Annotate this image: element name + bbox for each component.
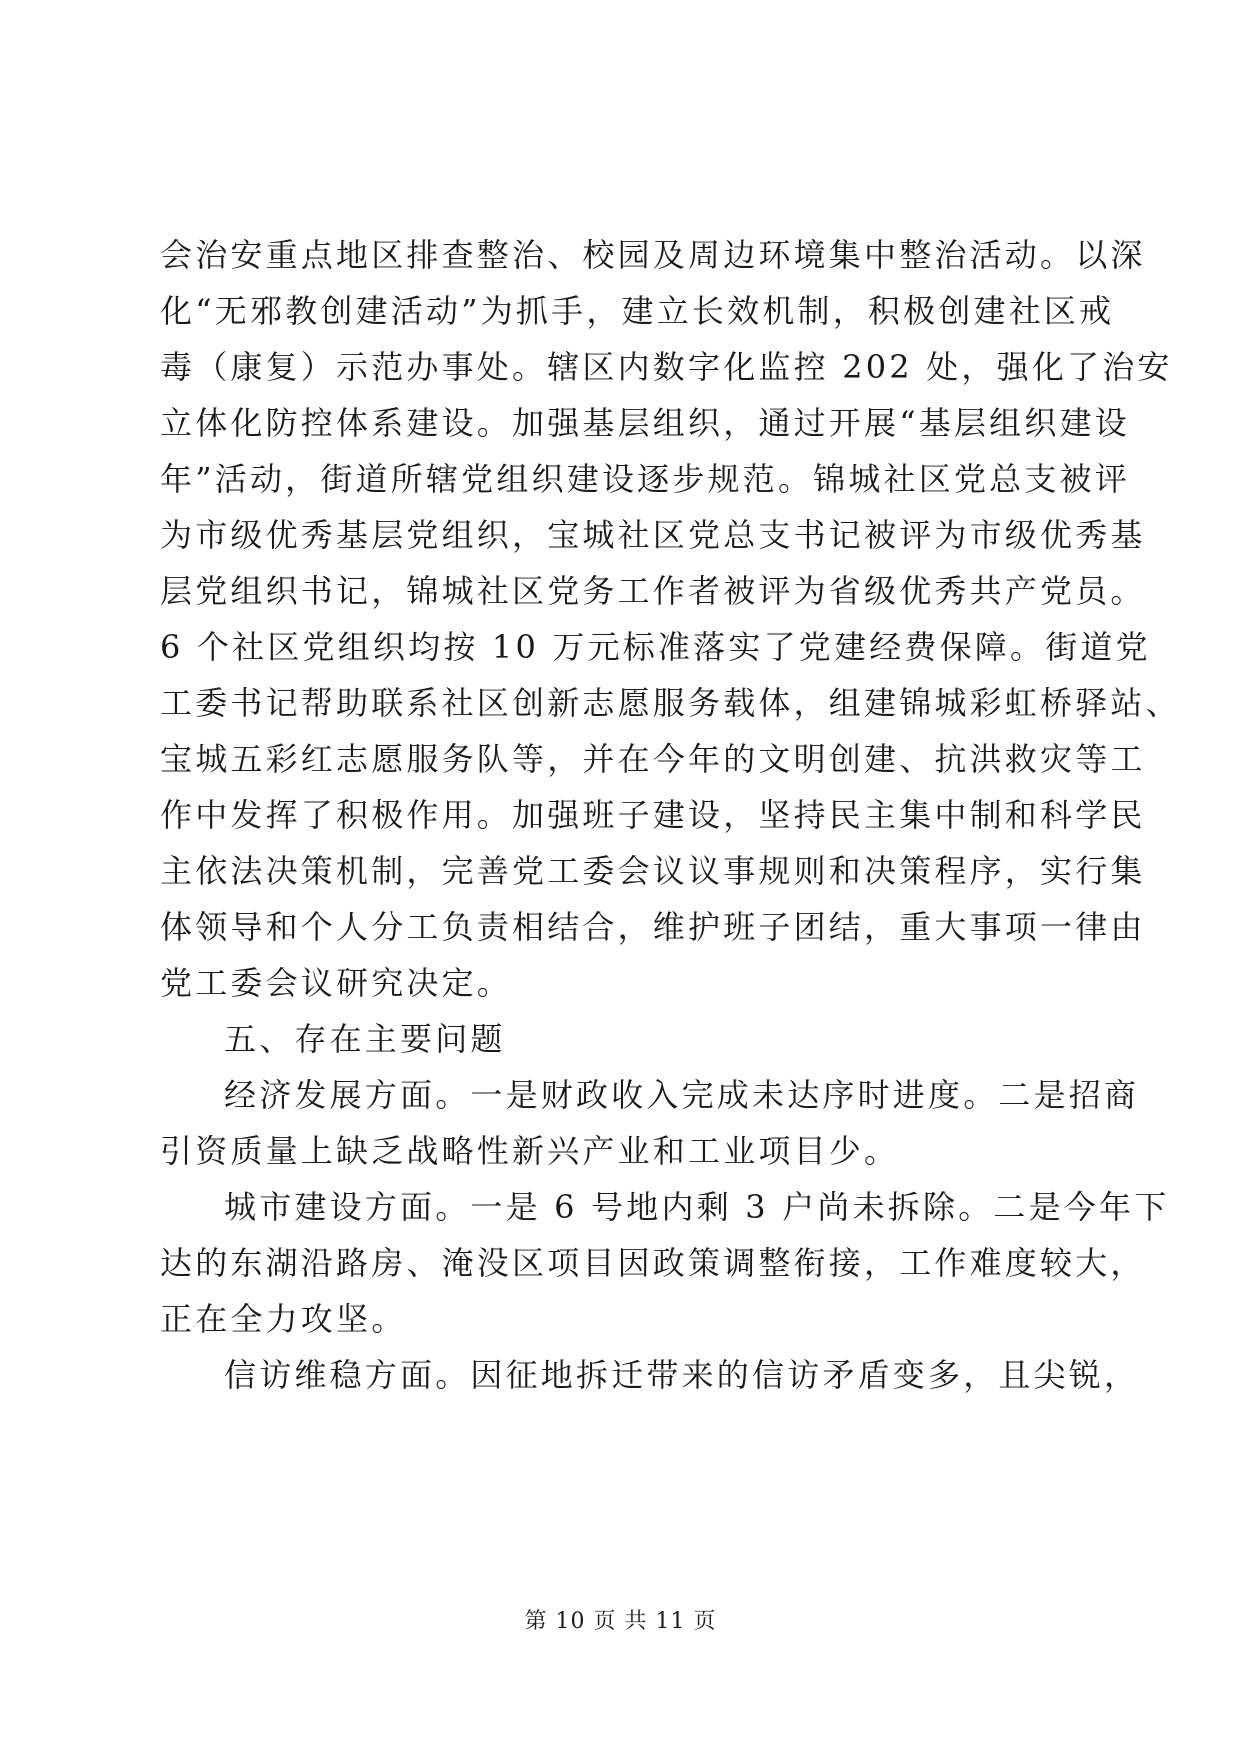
paragraph-city-construction: [160, 1179, 1170, 1347]
page-number-footer: 第 10 页 共 11 页: [524, 1609, 717, 1634]
text-line: 为市级优秀基层党组织，宝城社区党总支书记被评为市级优秀基: [160, 516, 1146, 554]
paragraph-petition-stability: [160, 1347, 1140, 1403]
text-line: 层党组织书记，锦城社区党务工作者被评为省级优秀共产党员。: [160, 572, 1146, 610]
paragraph-security-and-party-building: [160, 227, 1181, 1011]
text-line: 党工委会议研究决定。: [160, 964, 513, 1002]
text-line: 6 个社区党组织均按 10 万元标准落实了党建经费保障。街道党: [160, 628, 1151, 666]
text-line: 引资质量上缺乏战略性新兴产业和工业项目少。: [160, 1132, 900, 1170]
text-line: 宝城五彩红志愿服务队等，并在今年的文明创建、抗洪救灾等工: [160, 740, 1146, 778]
text-line: 达的东湖沿路房、淹没区项目因政策调整衔接，工作难度较大，: [160, 1244, 1146, 1282]
text-line: 城市建设方面。一是 6 号地内剩 3 户尚未拆除。二是今年下: [224, 1188, 1170, 1226]
text-line: 作中发挥了积极作用。加强班子建设，坚持民主集中制和科学民: [160, 796, 1146, 834]
text-line: 正在全力攻坚。: [160, 1300, 407, 1338]
text-line: 工委书记帮助联系社区创新志愿服务载体，组建锦城彩虹桥驿站、: [160, 684, 1181, 722]
text-line: 体领导和个人分工负责相结合，维护班子团结，重大事项一律由: [160, 908, 1146, 946]
text-line: 主依法决策机制，完善党工委会议议事规则和决策程序，实行集: [160, 852, 1146, 890]
text-line: 经济发展方面。一是财政收入完成未达序时进度。二是招商: [224, 1076, 1140, 1114]
text-line: 会治安重点地区排查整治、校园及周边环境集中整治活动。以深: [160, 236, 1146, 274]
text-line: 毒（康复）示范办事处。辖区内数字化监控 202 处，强化了治安: [160, 348, 1173, 386]
text-line: 立体化防控体系建设。加强基层组织，通过开展“基层组织建设: [160, 404, 1130, 442]
text-line: 信访维稳方面。因征地拆迁带来的信访矛盾变多，且尖锐，: [224, 1356, 1140, 1394]
text-line: 年”活动，街道所辖党组织建设逐步规范。锦城社区党总支被评: [160, 460, 1130, 498]
document-body: [160, 227, 1181, 1403]
text-line: 化“无邪教创建活动”为抓手，建立长效机制，积极创建社区戒: [160, 292, 1115, 330]
section-heading: 五、存在主要问题: [224, 1020, 506, 1058]
paragraph-economy: [160, 1067, 1140, 1179]
